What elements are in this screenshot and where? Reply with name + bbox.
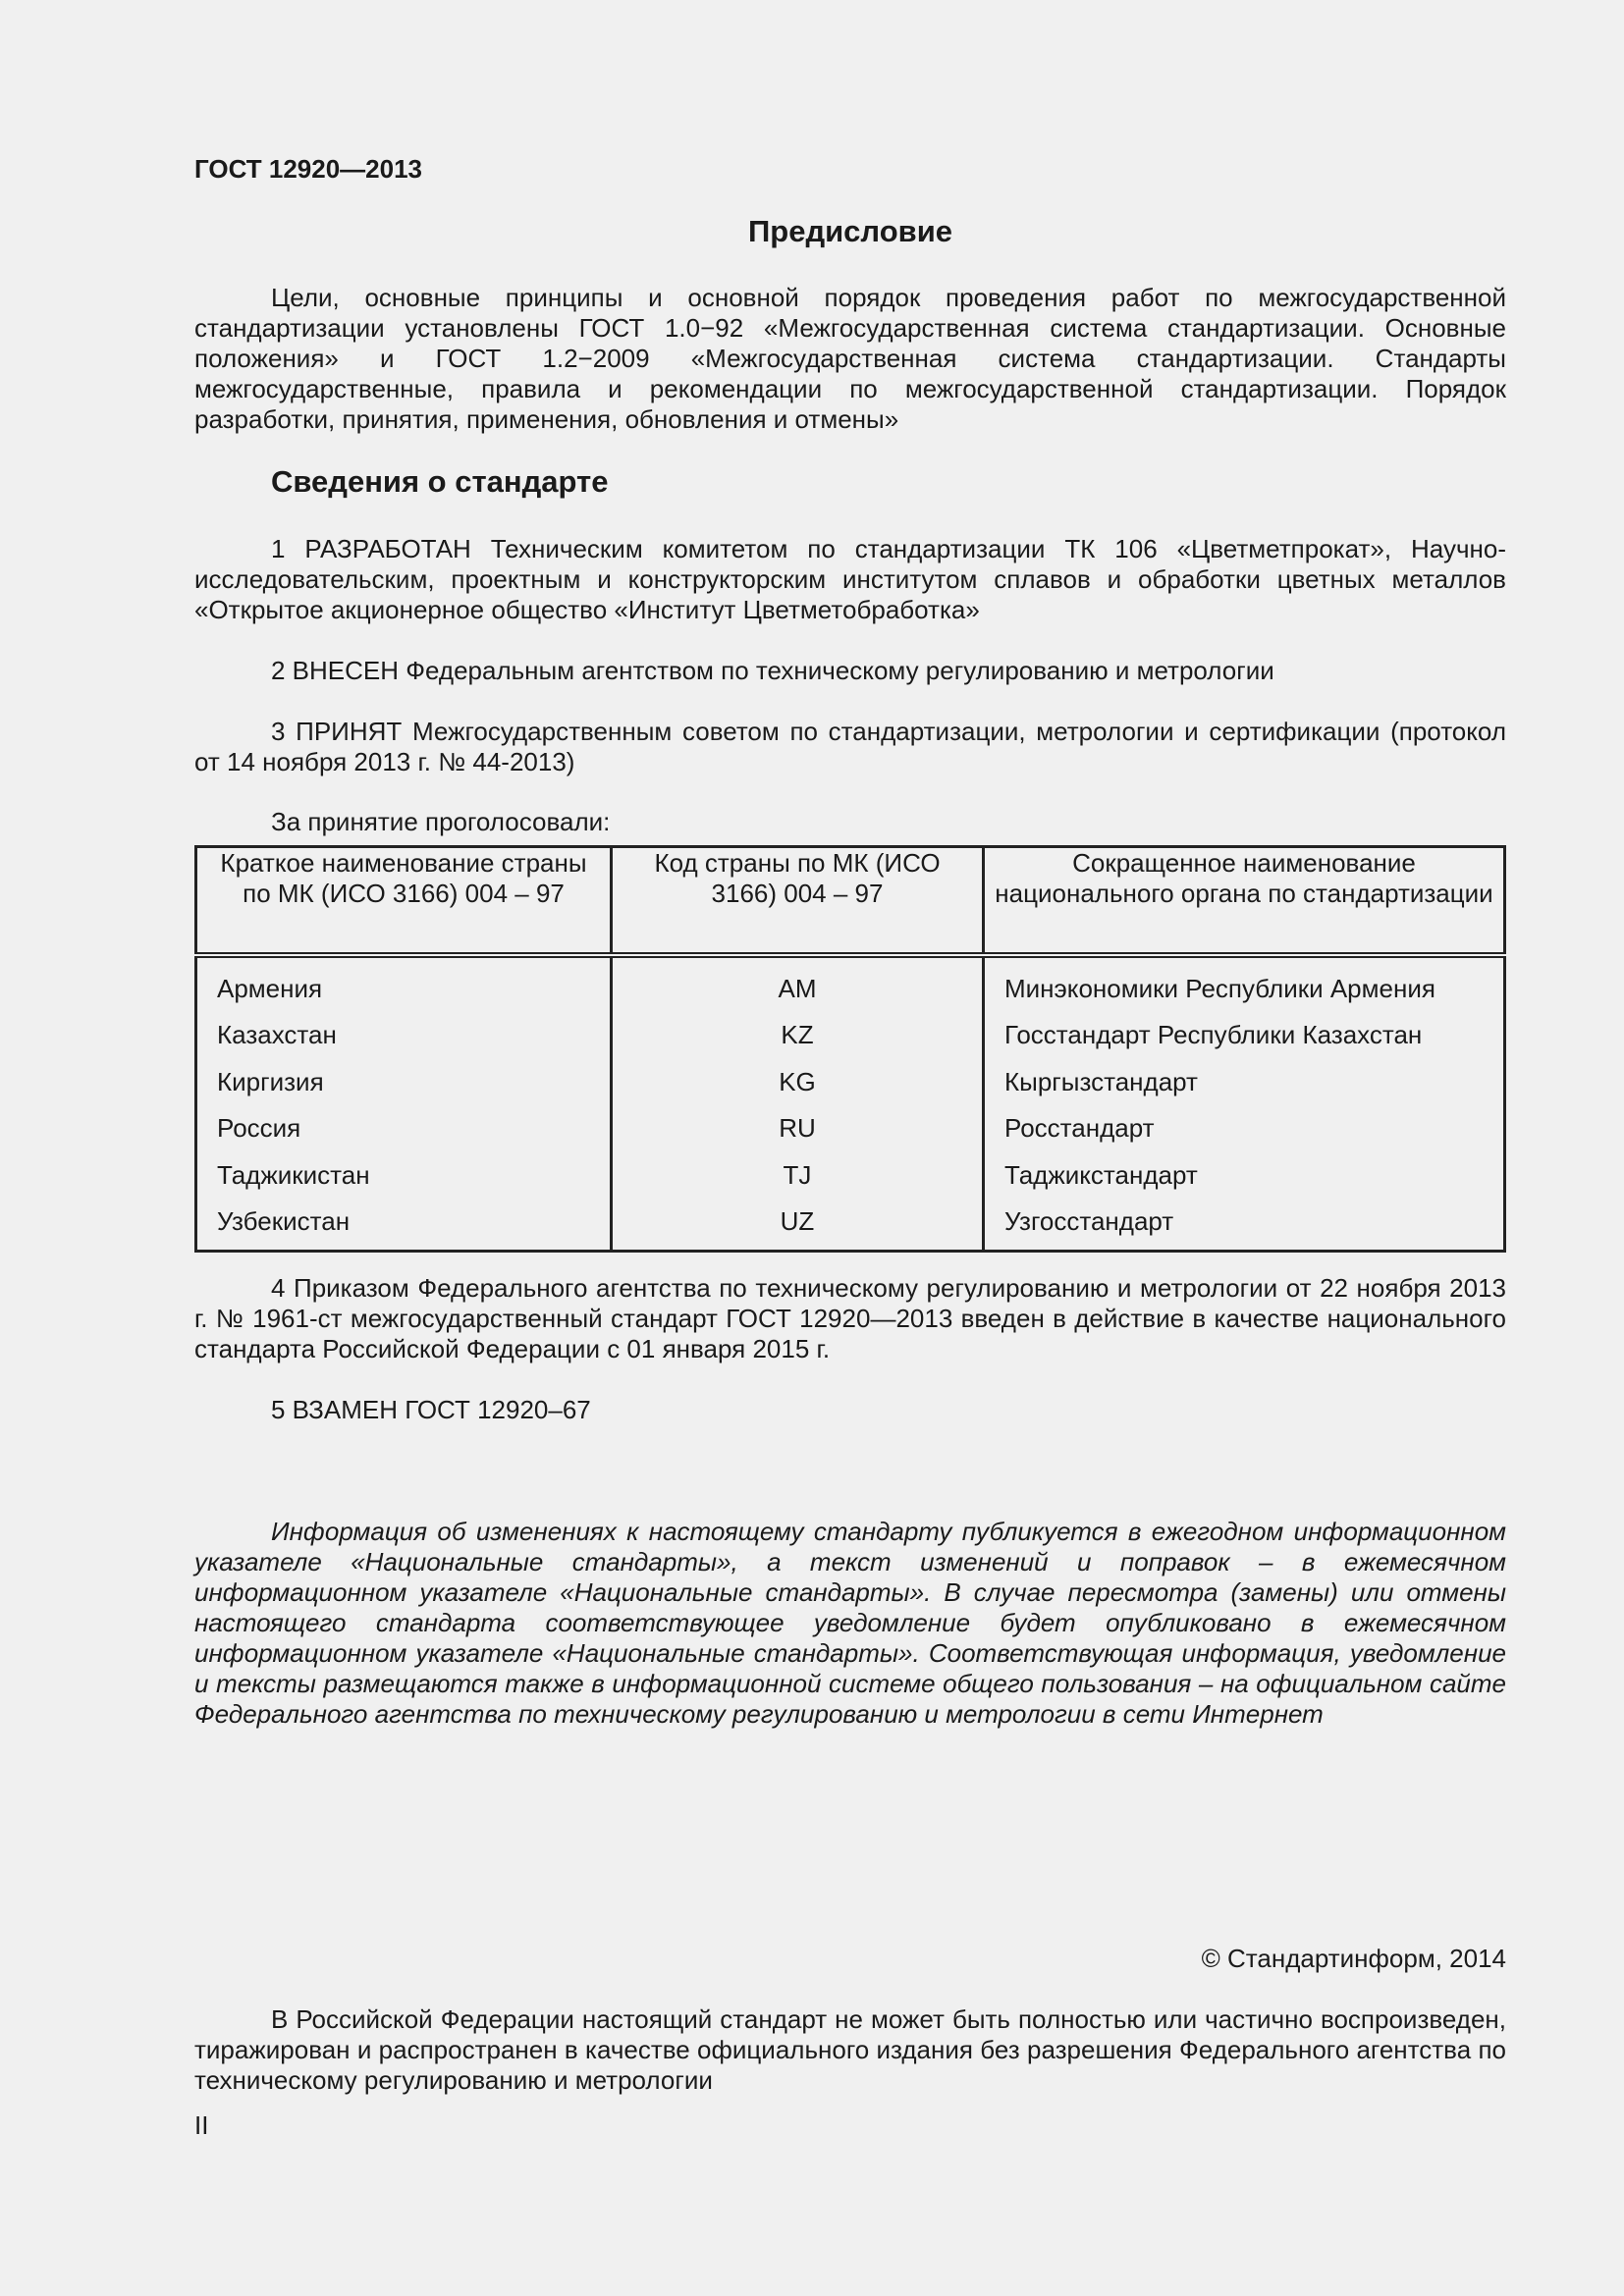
table-row bbox=[196, 1152, 1505, 1200]
table-row bbox=[196, 1199, 1505, 1251]
preface-title: Предисловие bbox=[747, 214, 952, 248]
table-header-country: Краткое наименование страны по МК (ИСО 3166) 004 – 97 bbox=[196, 847, 612, 955]
table-cell-code: UZ bbox=[612, 1199, 984, 1251]
table-row bbox=[196, 1059, 1505, 1106]
table-cell-country: Казахстан bbox=[196, 1012, 612, 1059]
info-item-5: 5 ВЗАМЕН ГОСТ 12920–67 bbox=[271, 1395, 591, 1424]
table-cell-code: RU bbox=[612, 1105, 984, 1152]
vote-intro: За принятие проголосовали: bbox=[271, 807, 611, 836]
table-row bbox=[196, 1105, 1505, 1152]
table-cell-code: AM bbox=[612, 955, 984, 1013]
info-item-3: 3 ПРИНЯТ Межгосударственным советом по стандартизации, метрологии и сертификации (протокол от 14 ноября 2013 г. № 44-2013) bbox=[194, 717, 1506, 776]
table-cell-code: TJ bbox=[612, 1152, 984, 1200]
preface-text: Цели, основные принципы и основной порядок проведения работ по межгосударственной стандартизации установлены ГОСТ 1.0−92 «Межгосударственная система стандартизации. Основные положения» и ГОСТ 1.2−2009 «Межгосударственная система стандартизации. Стандарты межгосударственные, правила и рекомендации по межгосударственной стандартизации. Порядок разработки, принятия, применения, обновления и отмены» bbox=[194, 283, 1506, 434]
document-id: ГОСТ 12920—2013 bbox=[194, 154, 422, 184]
info-title: Сведения о стандарте bbox=[271, 464, 609, 499]
table-cell-country: Армения bbox=[196, 955, 612, 1013]
table-cell-authority: Таджикстандарт bbox=[984, 1152, 1505, 1200]
copyright: © Стандартинформ, 2014 bbox=[1201, 1944, 1506, 1973]
table-cell-authority: Минэкономики Республики Армения bbox=[984, 955, 1505, 1013]
table-header-row bbox=[196, 847, 1505, 955]
table-cell-authority: Узгосстандарт bbox=[984, 1199, 1505, 1251]
table-cell-code: KZ bbox=[612, 1012, 984, 1059]
table-cell-country: Киргизия bbox=[196, 1059, 612, 1106]
notice-text: Информация об изменениях к настоящему стандарту публикуется в ежегодном информационном указателе «Национальные стандарты», а текст изменений и поправок – в ежемесячном информационном указателе «Национальные стандарты». В случае пересмотра (замены) или отмены настоящего стандарта соответствующее уведомление будет опубликовано в ежемесячном информационном указателе «Национальные стандарты». Соответствующая информация, уведомление и тексты размещаются также в информационной системе общего пользования – на официальном сайте Федерального агентства по техническому регулированию и метрологии в сети Интернет bbox=[194, 1517, 1506, 1729]
table-cell-country: Таджикистан bbox=[196, 1152, 612, 1200]
table-cell-country: Россия bbox=[196, 1105, 612, 1152]
table-cell-authority: Кыргызстандарт bbox=[984, 1059, 1505, 1106]
info-item-1: 1 РАЗРАБОТАН Техническим комитетом по стандартизации ТК 106 «Цветметпрокат», Научно-исследовательским, проектным и конструкторским институтом сплавов и обработки цветных металлов «Открытое акционерное общество «Институт Цветметобработка» bbox=[194, 534, 1506, 624]
table-cell-authority: Госстандарт Республики Казахстан bbox=[984, 1012, 1505, 1059]
table-row bbox=[196, 955, 1505, 1013]
page-number: II bbox=[194, 2110, 209, 2140]
restriction-text: В Российской Федерации настоящий стандарт не может быть полностью или частично воспроизведен, тиражирован и распространен в качестве официального издания без разрешения Федерального агентства по техническому регулированию и метрологии bbox=[194, 2004, 1506, 2095]
info-item-2: 2 ВНЕСЕН Федеральным агентством по техническому регулированию и метрологии bbox=[271, 656, 1274, 685]
table-cell-authority: Росстандарт bbox=[984, 1105, 1505, 1152]
table-header-code: Код страны по МК (ИСО 3166) 004 – 97 bbox=[612, 847, 984, 955]
table-cell-country: Узбекистан bbox=[196, 1199, 612, 1251]
table-row bbox=[196, 1012, 1505, 1059]
table-cell-code: KG bbox=[612, 1059, 984, 1106]
table-header-authority: Сокращенное наименование национального органа по стандартизации bbox=[984, 847, 1505, 955]
voting-table bbox=[194, 845, 1506, 1253]
info-item-4: 4 Приказом Федерального агентства по техническому регулированию и метрологии от 22 ноября 2013 г. № 1961-ст межгосударственный стандарт ГОСТ 12920—2013 введен в действие в качестве национального стандарта Российской Федерации с 01 января 2015 г. bbox=[194, 1273, 1506, 1363]
